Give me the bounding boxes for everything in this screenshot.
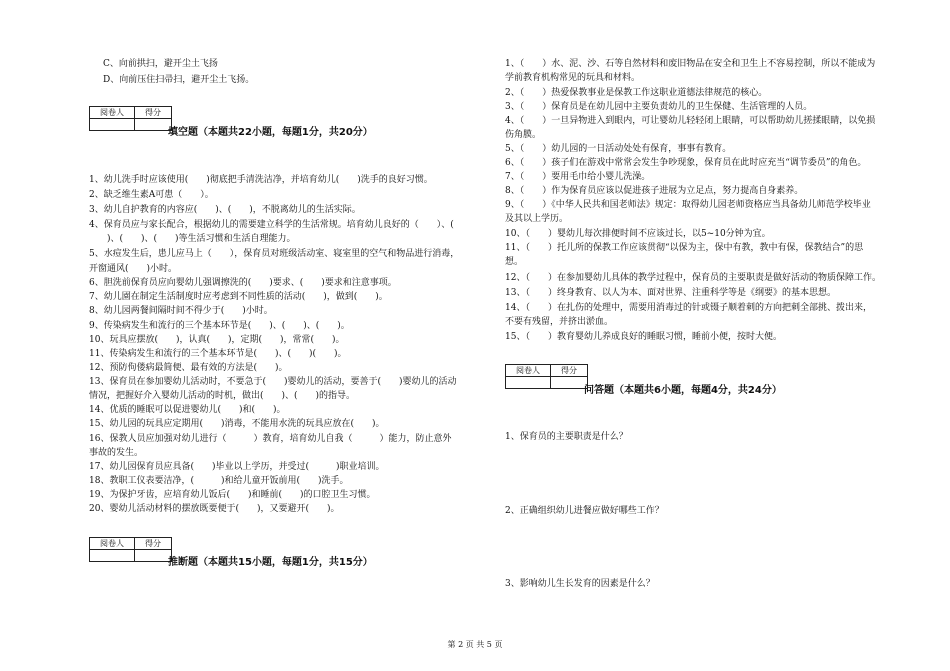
question-line: 6、（ ）孩子们在游戏中常常会发生争吵现象，保育员在此时应充当“调节委员”的角色。 [505,158,867,168]
question-line: 5、（ ）幼儿园的一日活动处处有保育，事事有教育。 [505,144,732,154]
question-line: 7、幼儿園在制定生活制度时应考虑到不同性质的活动( )，做到( )。 [89,292,388,302]
question-line: 13、保育员在参加婴幼儿活动时，不要急于( )婴幼儿的活动，要善于( )婴幼儿的活动 [89,377,457,387]
qa-score-table [505,364,588,389]
question-line: 学前教育机构常见的玩具和材料。 [505,73,641,83]
fill-section-heading: 填空题（本题共22小题，每题1分，共20分） [168,127,373,138]
question-line: 20、婴幼儿活动材料的摆放既要便于( )，又要避开( )。 [89,504,340,514]
question-line: 19、为保护牙齿，应培育幼儿饭后( )和睡前( )的口腔卫生习惯。 [89,490,376,500]
qa-question: 3、影响幼儿生长发育的因素是什么？ [505,579,655,589]
score-cell[interactable] [135,119,172,131]
reviewer-label: 阅卷人 [90,107,135,119]
qa-question: 1、保育员的主要职责是什么？ [505,432,628,442]
question-line: 5、水痘发生后，患儿应马上（ ），保育员对班级活动室、寝室里的空气和物品进行消毒， [89,249,460,259]
question-line: 10、玩具应摆放( )，认真( )，定期( )，常常( )。 [89,335,345,345]
score-label: 得分 [135,107,172,119]
question-line: 15、（ ）教育婴幼儿养成良好的睡眠习惯，睡前小便，按时大便。 [505,332,782,342]
question-line: 2、（ ）热爱保教事业是保教工作这职业道德法律规范的核心。 [505,88,768,98]
question-line: 12、预防佝偻病最简便、最有效的方法是( )。 [89,363,288,373]
question-line: 13、（ ）终身教育、以人为本、面对世界、注重科学等是《纲要》的基本思想。 [505,288,836,298]
reviewer-label: 阅卷人 [90,538,135,550]
question-line: 4、保育员应与家长配合，根据幼儿的需要建立科学的生活常规。培育幼儿良好的（ ）、( [89,220,454,230]
qa-section-heading: 问答题（本题共6小题，每题4分，共24分） [584,385,782,396]
score-label: 得分 [135,538,172,550]
question-line: )、( )、( )等生活习惯和生活自理能力。 [89,234,296,244]
question-line: 14、（ ）在扎伤的处理中，需要用消毒过的针或镊子顺着刺的方向把刺全部挑、拨出来， [505,303,872,313]
question-line: 9、传染病发生和流行的三个基本环节是( )、( )、( )。 [89,321,350,331]
question-line: 伤角膜。 [505,130,542,140]
question-line: 3、（ ）保育员是在幼儿园中主要负责幼儿的卫生保健、生活管理的人员。 [505,102,813,112]
question-line: 及其以上学历。 [505,214,569,224]
option-d: D、向前压住扫帚扫，避开尘土飞扬。 [103,75,255,85]
question-line: 不要有残留，并挤出淤血。 [505,317,614,327]
question-line: 6、胆洗前保育员应向婴幼儿强调擦洗的( )要求、( )要求和注意事项。 [89,278,397,288]
question-line: 8、（ ）作为保育员应该以促进孩子进展为立足点，努力提高自身素养。 [505,186,804,196]
question-line: 1、（ ）水、泥、沙、石等自然材料和废旧物品在安全和卫生上不容易控制，所以不能成为 [505,59,876,69]
question-line: 17、幼儿园保育员应具备( )毕业以上学历，并受过( )职业培训。 [89,462,385,472]
reviewer-cell[interactable] [90,119,135,131]
page-number-footer: 第 2 页 共 5 页 [447,640,503,649]
question-line: 12、（ ）在参加婴幼儿具体的教学过程中，保育员的主要职责是做好活动的物质保障工作。 [505,273,881,283]
question-line: 11、（ ）托儿所的保教工作应该贯彻“以保为主，保中有教，教中有保，保教结合”的思 [505,243,864,253]
question-line: 事故的发生。 [89,448,144,458]
question-line: 9、（ ）《中华人民共和国老师法》规定：取得幼儿园老师资格应当具备幼儿师范学校毕业 [505,200,871,210]
question-line: 7、（ ）要用毛巾给小婴儿洗澡。 [505,172,651,182]
question-line: 4、（ ）一旦异物进入到眼内，可让婴幼儿轻轻闭上眼睛，可以帮助幼儿搓揉眼睛，以免损 [505,116,876,126]
reviewer-label: 阅卷人 [506,365,551,377]
question-line: 情况，把握好介入婴幼儿活动的时机，做出( )、( )的指导。 [89,391,356,401]
question-line: 8、幼儿园两餐间隔时间不得少于( )小时。 [89,306,273,316]
question-line: 3、幼儿自护教育的内容应( )、( )，不脱离幼儿的生活实际。 [89,205,361,215]
question-line: 14、优质的睡眠可以促进婴幼儿( )和( )。 [89,405,286,415]
reviewer-cell[interactable] [506,377,551,389]
question-line: 10、（ ）婴幼儿每次排便时间不应该过长，以5~10分钟为宜。 [505,229,771,239]
question-line: 18、教职工仪表要洁净，( )和给儿童开饭前用( )洗手。 [89,476,349,486]
question-line: 11、传染病发生和流行的三个基本环节是( )、( )( )。 [89,349,347,359]
score-cell[interactable] [135,550,172,562]
reviewer-cell[interactable] [90,550,135,562]
option-c: C、向前拱扫，避开尘土飞扬 [103,59,218,69]
fill-score-table [89,106,172,131]
qa-question: 2、正确组织幼儿进餐应做好哪些工作？ [505,506,664,516]
question-line: 2、缺乏维生素A可患（ ）。 [89,190,214,200]
question-line: 想。 [505,257,524,267]
question-line: 15、幼儿园的玩具应定期用( )消毒，不能用水洗的玩具应放在( )。 [89,419,385,429]
judge-section-heading: 推断题（本题共15小题，每题1分，共15分） [168,557,373,568]
judge-score-table [89,537,172,562]
question-line: 开窗通风( )小时。 [89,264,178,274]
question-line: 1、幼儿洗手时应该使用( )彻底把手清洗洁净，并培育幼儿( )洗手的良好习惯。 [89,175,433,185]
score-cell[interactable] [551,377,588,389]
question-line: 16、保教人员应加强对幼儿进行（ ）教育，培育幼儿自我（ ）能力，防止意外 [89,434,452,444]
score-label: 得分 [551,365,588,377]
